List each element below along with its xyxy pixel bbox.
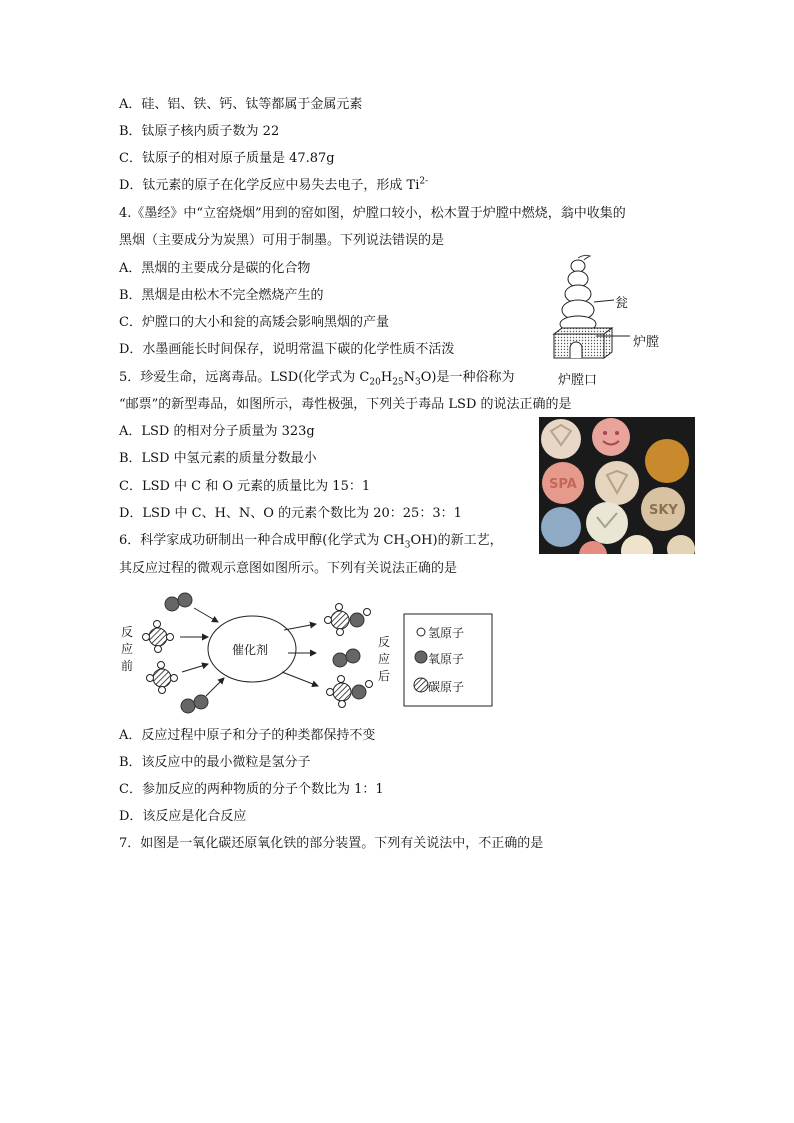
q5-stem-post: )是一种俗称为 (431, 370, 515, 385)
label-lutang: 炉膛 (633, 335, 660, 350)
sub-n: 3 (415, 377, 421, 388)
molecule-after-1 (325, 604, 371, 636)
q6-option-b: B．该反应中的最小微粒是氢分子 (119, 755, 311, 770)
q4-option-d: D．水墨画能长时间保存，说明常温下碳的化学性质不活泼 (119, 342, 455, 357)
q4-stem-line1: 4.《墨经》中“立窑烧烟”用到的窑如图，炉膛口较小，松木置于炉膛中燃烧，翁中收集的 (119, 206, 626, 221)
label-catalyst: 催化剂 (232, 643, 269, 657)
sym-o: O (420, 370, 432, 385)
q4-option-a: A．黑烟的主要成分是碳的化合物 (119, 261, 311, 276)
q5-stem-line1 (119, 369, 515, 387)
molecule-after-2 (327, 676, 373, 708)
q5-option-d: D．LSD 中 C、H、N、O 的元素个数比为 20：25：3：1 (119, 506, 462, 521)
q5-stem-pre: 5．珍爱生命，远离毒品。LSD(化学式为 C (119, 370, 370, 385)
q6-option-c: C．参加反应的两种物质的分子个数比为 1：1 (119, 782, 384, 797)
q3-option-c: C．钛原子的相对原子质量是 47.87g (119, 151, 335, 166)
pill-text-sky: SKY (649, 503, 678, 518)
label-weng: 瓮 (615, 296, 629, 311)
q4-option-b: B．黑烟是由松木不完全燃烧产生的 (119, 288, 324, 303)
label-before-3: 前 (121, 659, 134, 673)
q4-option-c: C．炉膛口的大小和瓮的高矮会影响黑烟的产量 (119, 315, 389, 330)
q6-option-a: A．反应过程中原子和分子的种类都保持不变 (119, 728, 376, 743)
label-before-2: 应 (121, 642, 134, 656)
q5-option-c: C．LSD 中 C 和 O 元素的质量比为 15：1 (119, 479, 371, 494)
sub-h3: 3 (404, 540, 411, 551)
q6-option-d: D．该反应是化合反应 (119, 809, 247, 824)
label-before (121, 624, 133, 675)
q5-option-b: B．LSD 中氢元素的质量分数最小 (119, 451, 317, 466)
pill-text-spa: SPA (549, 477, 577, 492)
sym-n: N (403, 370, 416, 385)
q3-option-b: B．钛原子核内质子数为 22 (119, 124, 280, 139)
q3-option-a: A．硅、铝、铁、钙、钛等都属于金属元素 (119, 97, 363, 112)
label-lutangkou: 炉膛口 (558, 373, 598, 388)
lsd-pills-photo (539, 417, 695, 554)
q5-option-a: A．LSD 的相对分子质量为 323g (119, 424, 315, 439)
label-before-1: 反 (121, 625, 134, 639)
label-after-2: 应 (378, 652, 391, 666)
q3-option-d-text: D．钛元素的原子在化学反应中易失去电子，形成 Ti (119, 178, 420, 193)
label-after-3: 后 (378, 669, 391, 683)
q4-stem-line2: 黑烟（主要成分为炭黑）可用于制墨。下列说法错误的是 (119, 233, 445, 248)
q6-stem-line1 (119, 532, 503, 550)
sub-c: 20 (369, 377, 381, 388)
q5-stem-line2: “邮票”的新型毒品，如图所示，毒性极强，下列关于毒品 LSD 的说法正确的是 (119, 397, 572, 412)
q6-stem-pre: 6．科学家成功研制出一种合成甲醇(化学式为 CH (119, 533, 405, 548)
q7-stem: 7．如图是一氧化碳还原氧化铁的部分装置。下列有关说法中，不正确的是 (119, 836, 544, 851)
q6-stem-line2: 其反应过程的微观示意图如图所示。下列有关说法正确的是 (119, 561, 458, 576)
q6-stem-post: OH)的新工艺， (410, 533, 503, 548)
label-after (378, 634, 390, 685)
label-after-1: 反 (378, 635, 391, 649)
ion-charge: 2- (419, 176, 429, 187)
legend-hydrogen: 氢原子 (428, 626, 465, 640)
sub-h: 25 (392, 377, 404, 388)
molecule-before-1 (143, 621, 174, 653)
legend-oxygen: 氧原子 (428, 652, 465, 666)
legend-carbon: 碳原子 (428, 680, 465, 694)
sym-h: H (380, 370, 393, 385)
q3-option-d (119, 177, 428, 195)
molecule-before-2 (147, 662, 178, 694)
